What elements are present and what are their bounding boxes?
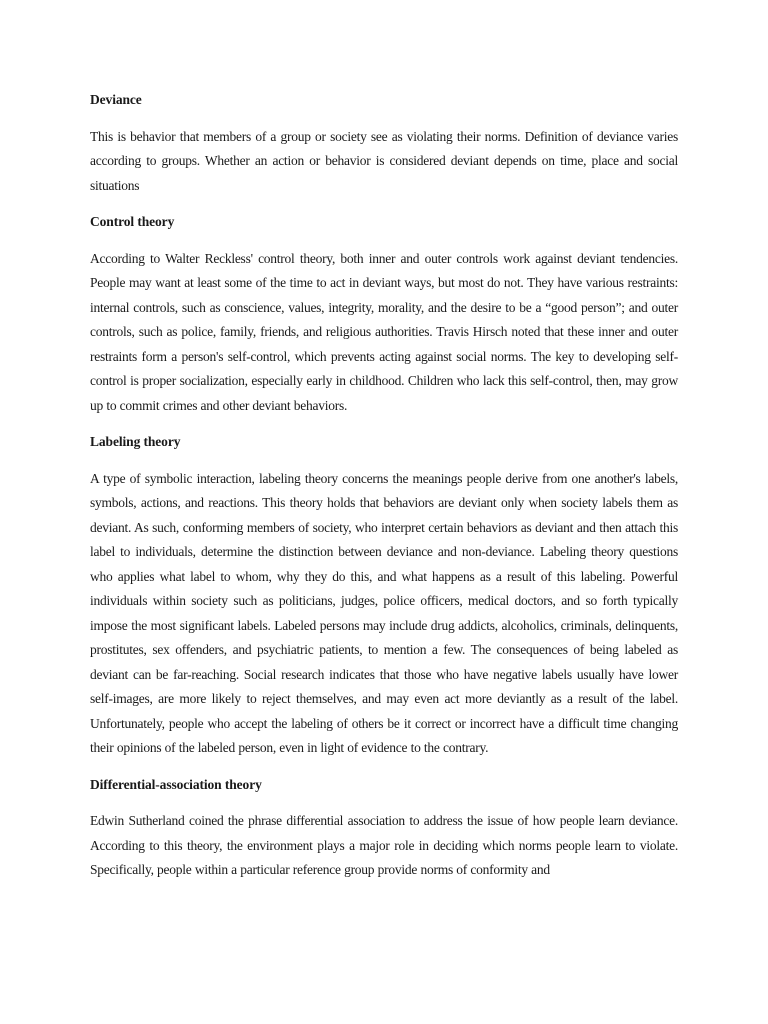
paragraph-differential-association-theory: Edwin Sutherland coined the phrase differential association to address the issue of how people learn deviance. According to this theory, the environment plays a major role in deciding which norms people learn to violate. Specifically, people within a particular reference group provide norms of conformity and xyxy=(90,813,678,877)
heading-control-theory: Control theory xyxy=(90,214,175,229)
paragraph-control-theory: According to Walter Reckless' control theory, both inner and outer controls work against deviant tendencies. People may want at least some of the time to act in deviant ways, but most do not. They have various restraints: internal controls, such as conscience, values, integrity, morality, and the desire to be a “good person”; and outer controls, such as police, family, friends, and religious authorities. Travis Hirsch noted that these inner and outer restraints form a person's self-control, which prevents acting against social norms. The key to developing self-control is proper socialization, especially early in childhood. Children who lack this self-control, then, may grow up to commit crimes and other deviant behaviors. xyxy=(90,250,678,413)
paragraph-labeling-theory: A type of symbolic interaction, labeling theory concerns the meanings people derive from one another's labels, symbols, actions, and reactions. This theory holds that behaviors are deviant only when society labels them as deviant. As such, conforming members of society, who interpret certain behaviors as deviant and then attach this label to individuals, determine the distinction between deviance and non-deviance. Labeling theory questions who applies what label to whom, why they do this, and what happens as a result of this labeling. Powerful individuals within society such as politicians, judges, police officers, medical doctors, and so forth typically impose the most significant labels. Labeled persons may include drug addicts, alcoholics, criminals, delinquents, prostitutes, sex offenders, and psychiatric patients, to mention a few. The consequences of being labeled as deviant can be far-reaching. Social research indicates that those who have negative labels usually have lower self-images, are more likely to reject themselves, and may even act more deviantly as a result of the label. Unfortunately, people who accept the labeling of others be it correct or incorrect have a difficult time changing their opinions of the labeled person, even in light of evidence to the contrary. xyxy=(90,470,678,755)
heading-labeling-theory: Labeling theory xyxy=(90,434,181,449)
paragraph-deviance: This is behavior that members of a group or society see as violating their norms. Definition of deviance varies according to groups. Whether an action or behavior is considered deviant depends on time, place and social situations xyxy=(90,128,678,193)
heading-differential-association-theory: Differential-association theory xyxy=(90,776,262,792)
document-page xyxy=(90,88,678,895)
heading-deviance: Deviance xyxy=(90,92,142,107)
